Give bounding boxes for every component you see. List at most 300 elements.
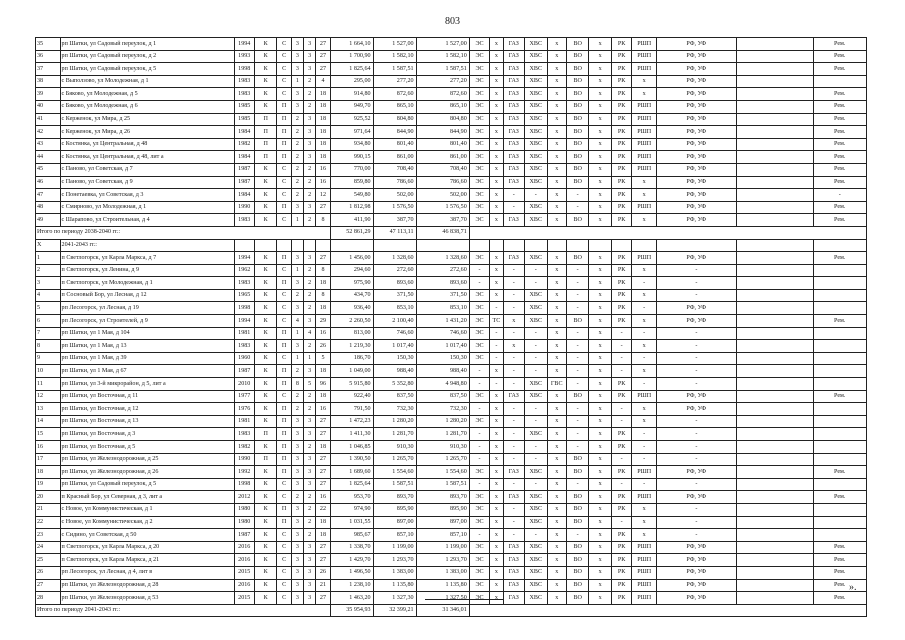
table-cell: П — [277, 378, 291, 391]
table-cell: 1 327,50 — [416, 592, 469, 605]
table-cell — [813, 441, 867, 454]
table-cell: х — [490, 365, 503, 378]
address-cell: рп Шатки, ул Железнодорожная, д 26 — [60, 466, 234, 479]
table-cell: х — [589, 264, 612, 277]
table-cell: 1 527,00 — [373, 38, 416, 51]
table-cell: 10 — [36, 365, 61, 378]
table-cell: РФ, УФ — [656, 390, 736, 403]
table-cell: х — [589, 88, 612, 101]
table-cell: ГАЗ — [503, 390, 524, 403]
table-cell: Рем. — [813, 163, 867, 176]
table-cell: 1987 — [234, 365, 254, 378]
table-cell: П — [254, 428, 277, 441]
table-cell: ГАЗ — [503, 566, 524, 579]
table-cell: 21 — [316, 579, 330, 592]
table-cell — [291, 239, 303, 252]
table-cell: 3 — [304, 201, 316, 214]
table-cell: х — [589, 302, 612, 315]
table-cell: 3 — [291, 516, 303, 529]
table-cell: ВО — [566, 88, 589, 101]
table-cell — [736, 38, 813, 51]
table-cell — [813, 264, 867, 277]
table-row — [36, 201, 867, 214]
table-cell: К — [254, 491, 277, 504]
table-cell: 786,60 — [416, 176, 469, 189]
table-cell: 893,60 — [416, 277, 469, 290]
table-cell: х — [547, 491, 566, 504]
table-cell: ВО — [566, 38, 589, 51]
table-cell: х — [547, 252, 566, 265]
table-cell: 4 — [316, 75, 330, 88]
table-cell: 3 — [291, 38, 303, 51]
section-row — [36, 239, 867, 252]
table-cell: С — [277, 264, 291, 277]
table-cell: - — [632, 428, 657, 441]
table-cell: - — [469, 428, 489, 441]
table-cell: К — [254, 378, 277, 391]
table-cell: 1 463,20 — [330, 592, 373, 605]
table-cell: 1984 — [234, 151, 254, 164]
table-cell: ХВС — [525, 289, 548, 302]
table-cell: 1 280,20 — [416, 415, 469, 428]
table-cell: Рем. — [813, 466, 867, 479]
table-cell: 837,50 — [416, 390, 469, 403]
table-cell: РШП — [632, 113, 657, 126]
table-cell: С — [277, 176, 291, 189]
table-cell — [277, 239, 291, 252]
table-cell: ГАЗ — [503, 176, 524, 189]
table-cell: РШП — [632, 554, 657, 567]
subtotal-empty — [469, 604, 866, 617]
table-cell: РФ, УФ — [656, 403, 736, 416]
table-cell: 1982 — [234, 138, 254, 151]
table-cell: ХВС — [525, 428, 548, 441]
table-cell: РК — [611, 138, 631, 151]
table-cell: 18 — [316, 277, 330, 290]
table-cell: П — [277, 100, 291, 113]
table-cell: х — [547, 415, 566, 428]
table-cell: х — [490, 50, 503, 63]
table-cell: 1 472,23 — [330, 415, 373, 428]
table-cell: С — [277, 579, 291, 592]
table-cell: 872,60 — [373, 88, 416, 101]
table-cell: х — [589, 579, 612, 592]
table-cell — [736, 592, 813, 605]
table-cell: 16 — [316, 491, 330, 504]
table-cell: Рем. — [813, 113, 867, 126]
table-cell — [736, 415, 813, 428]
table-cell: ХВС — [525, 38, 548, 51]
table-cell: - — [566, 378, 589, 391]
table-cell: 1 238,10 — [330, 579, 373, 592]
table-cell: С — [277, 38, 291, 51]
table-cell: ВО — [566, 151, 589, 164]
table-cell: 3 — [291, 100, 303, 113]
table-cell — [813, 478, 867, 491]
table-cell — [813, 352, 867, 365]
table-cell: 19 — [36, 478, 61, 491]
table-cell: х — [490, 441, 503, 454]
table-cell: 1990 — [234, 201, 254, 214]
table-cell: РФ, УФ — [656, 63, 736, 76]
table-cell: х — [547, 566, 566, 579]
table-cell: 371,50 — [373, 289, 416, 302]
table-cell — [736, 189, 813, 202]
table-cell: ЭС — [469, 327, 489, 340]
table-cell: - — [566, 289, 589, 302]
table-cell: 3 — [304, 365, 316, 378]
table-cell: - — [566, 264, 589, 277]
table-cell: х — [490, 428, 503, 441]
table-cell: С — [277, 478, 291, 491]
table-cell: 1 017,40 — [416, 340, 469, 353]
table-cell: ВО — [566, 63, 589, 76]
table-cell: 1994 — [234, 315, 254, 328]
table-cell: 2016 — [234, 541, 254, 554]
table-cell: 2 — [304, 189, 316, 202]
table-cell: 3 — [304, 50, 316, 63]
table-cell: ХВС — [525, 126, 548, 139]
table-cell: - — [656, 529, 736, 542]
table-cell: 35 — [36, 38, 61, 51]
address-cell: рп Шатки, ул Садовый переулок, д 5 — [60, 478, 234, 491]
table-cell: х — [547, 163, 566, 176]
table-cell: - — [656, 453, 736, 466]
address-cell: рп Шатки, ул 3-й микрорайон, д 5, лит а — [60, 378, 234, 391]
table-cell: П — [277, 327, 291, 340]
table-cell: - — [656, 277, 736, 290]
table-cell: 1 587,51 — [373, 478, 416, 491]
table-cell: 295,00 — [330, 75, 373, 88]
table-cell: 861,00 — [416, 151, 469, 164]
table-cell: ЭС — [469, 541, 489, 554]
table-cell: 1 017,40 — [373, 340, 416, 353]
table-cell: 41 — [36, 113, 61, 126]
table-cell: С — [277, 289, 291, 302]
table-cell — [736, 252, 813, 265]
table-cell: ТС — [490, 315, 503, 328]
table-cell: 914,80 — [330, 88, 373, 101]
table-cell: 4 — [291, 315, 303, 328]
table-cell: 1992 — [234, 466, 254, 479]
table-cell: ЭС — [469, 38, 489, 51]
table-cell: 3 — [304, 541, 316, 554]
table-cell: - — [656, 264, 736, 277]
table-cell: 46 — [36, 176, 61, 189]
table-cell: х — [547, 151, 566, 164]
table-cell: 5 — [304, 378, 316, 391]
table-cell: Рем. — [813, 201, 867, 214]
table-cell: ЭС — [469, 126, 489, 139]
table-cell: П — [254, 113, 277, 126]
table-cell: 18 — [316, 516, 330, 529]
table-cell: РК — [611, 63, 631, 76]
table-cell: - — [566, 365, 589, 378]
table-cell: - — [656, 378, 736, 391]
table-cell: х — [547, 38, 566, 51]
table-cell: 974,90 — [330, 503, 373, 516]
table-cell: ХВС — [525, 315, 548, 328]
table-row — [36, 138, 867, 151]
table-cell: х — [589, 252, 612, 265]
table-cell — [736, 214, 813, 227]
subtotal-value: 52 861,29 — [330, 226, 373, 239]
table-cell: П — [277, 138, 291, 151]
table-cell: РК — [611, 88, 631, 101]
table-cell: 5 — [316, 352, 330, 365]
table-cell: - — [490, 302, 503, 315]
table-cell: 2 — [291, 151, 303, 164]
table-cell: - — [656, 327, 736, 340]
table-cell: 2 — [304, 176, 316, 189]
table-cell: 3 — [304, 138, 316, 151]
table-cell: РШП — [632, 466, 657, 479]
table-cell: 1 383,00 — [416, 566, 469, 579]
address-cell: с Бяково, ул Молодежная, д 6 — [60, 100, 234, 113]
table-cell — [611, 239, 631, 252]
table-cell: х — [547, 579, 566, 592]
subtotal-row — [36, 604, 867, 617]
table-cell: ВО — [566, 214, 589, 227]
table-row — [36, 415, 867, 428]
table-cell: 934,80 — [330, 138, 373, 151]
table-cell: 1 219,30 — [330, 340, 373, 353]
table-cell: 45 — [36, 163, 61, 176]
table-cell: РФ, УФ — [656, 189, 736, 202]
table-cell: х — [547, 75, 566, 88]
table-cell: 922,40 — [330, 390, 373, 403]
table-cell: х — [490, 466, 503, 479]
table-cell: 44 — [36, 151, 61, 164]
table-cell: РК — [611, 126, 631, 139]
table-cell: - — [503, 428, 524, 441]
table-cell: 2 — [291, 365, 303, 378]
table-cell — [736, 315, 813, 328]
subtotal-label: Итого по периоду 2041-2043 гг.: — [36, 604, 331, 617]
table-cell: х — [490, 579, 503, 592]
table-cell: - — [656, 503, 736, 516]
table-cell: 910,30 — [373, 441, 416, 454]
table-row — [36, 289, 867, 302]
table-cell: х — [490, 113, 503, 126]
table-cell: РШП — [632, 38, 657, 51]
table-cell: ЭС — [469, 415, 489, 428]
table-cell: 2 — [304, 441, 316, 454]
table-cell: 893,70 — [416, 491, 469, 504]
table-cell: 502,00 — [373, 189, 416, 202]
table-cell: 22 — [316, 503, 330, 516]
table-cell — [736, 554, 813, 567]
table-cell: 27 — [316, 541, 330, 554]
table-cell: х — [547, 441, 566, 454]
table-cell: 2 — [304, 491, 316, 504]
table-cell: ВО — [566, 315, 589, 328]
table-cell: - — [566, 302, 589, 315]
table-cell — [566, 239, 589, 252]
table-cell: РФ, УФ — [656, 579, 736, 592]
address-cell: рп Шатки, ул Садовый переулок, д 2 — [60, 50, 234, 63]
table-cell: РШП — [632, 63, 657, 76]
table-cell: - — [566, 403, 589, 416]
table-cell: ВО — [566, 50, 589, 63]
table-cell: РФ, УФ — [656, 214, 736, 227]
table-cell: 371,50 — [416, 289, 469, 302]
table-cell: 40 — [36, 100, 61, 113]
table-cell: 4 — [36, 289, 61, 302]
table-cell: ВО — [566, 100, 589, 113]
table-cell: РК — [611, 189, 631, 202]
table-cell: - — [611, 453, 631, 466]
table-cell: С — [277, 529, 291, 542]
table-cell: - — [566, 441, 589, 454]
table-cell: ХВС — [525, 63, 548, 76]
table-cell: х — [632, 315, 657, 328]
table-cell: 804,80 — [416, 113, 469, 126]
table-cell: - — [611, 415, 631, 428]
table-cell: х — [547, 478, 566, 491]
table-cell: 1 664,10 — [330, 38, 373, 51]
table-cell: РФ, УФ — [656, 566, 736, 579]
table-cell: х — [490, 529, 503, 542]
table-cell: РФ, УФ — [656, 38, 736, 51]
table-cell — [736, 516, 813, 529]
table-cell: - — [632, 277, 657, 290]
table-cell: 2 — [304, 100, 316, 113]
address-cell: с Сидино, ул Советская, д 50 — [60, 529, 234, 542]
table-cell — [736, 466, 813, 479]
table-cell: 1 135,80 — [416, 579, 469, 592]
table-cell: х — [503, 315, 524, 328]
table-row — [36, 579, 867, 592]
table-cell: П — [254, 138, 277, 151]
table-cell: 895,90 — [373, 503, 416, 516]
table-cell: ЭС — [469, 252, 489, 265]
table-cell: ЭС — [469, 592, 489, 605]
table-cell — [736, 441, 813, 454]
address-cell: с Керженок, ул Мира, д 25 — [60, 113, 234, 126]
table-cell: Рем. — [813, 554, 867, 567]
table-cell: 3 — [36, 277, 61, 290]
table-row — [36, 566, 867, 579]
table-cell: РК — [611, 390, 631, 403]
table-cell — [736, 579, 813, 592]
table-cell: 37 — [36, 63, 61, 76]
subtotal-empty — [469, 226, 866, 239]
table-cell: х — [490, 138, 503, 151]
table-cell: ЭС — [469, 302, 489, 315]
table-cell: 14 — [36, 415, 61, 428]
table-cell: 3 — [304, 466, 316, 479]
address-cell: с Новое, ул Коммунистическая, д 1 — [60, 503, 234, 516]
table-cell — [589, 239, 612, 252]
table-cell: 27 — [316, 428, 330, 441]
table-cell: - — [503, 441, 524, 454]
table-cell: К — [254, 100, 277, 113]
address-cell: п Светлогорск, ул Карла Маркса, д 7 — [60, 252, 234, 265]
table-cell: 16 — [316, 176, 330, 189]
table-cell: РФ, УФ — [656, 554, 736, 567]
table-cell: 277,20 — [373, 75, 416, 88]
table-cell: РК — [611, 466, 631, 479]
table-cell: 3 — [291, 541, 303, 554]
table-cell: ЭС — [469, 340, 489, 353]
table-cell: РК — [611, 201, 631, 214]
table-cell — [736, 50, 813, 63]
table-cell: ХВС — [525, 592, 548, 605]
table-cell: К — [254, 189, 277, 202]
table-cell: х — [589, 415, 612, 428]
table-cell: 1 554,60 — [373, 466, 416, 479]
table-cell: 1 293,70 — [373, 554, 416, 567]
table-cell: 5 — [36, 302, 61, 315]
table-cell: 26 — [316, 340, 330, 353]
table-cell: 1 — [291, 75, 303, 88]
table-cell: РФ, УФ — [656, 592, 736, 605]
housing-table-grid — [35, 37, 867, 617]
table-cell: ГАЗ — [503, 214, 524, 227]
table-cell: РК — [611, 75, 631, 88]
table-cell: - — [632, 453, 657, 466]
table-cell: х — [589, 390, 612, 403]
table-cell: 1980 — [234, 503, 254, 516]
table-cell: С — [277, 352, 291, 365]
table-cell: 2 — [291, 113, 303, 126]
table-cell: х — [490, 163, 503, 176]
table-cell: РФ, УФ — [656, 315, 736, 328]
table-cell: х — [589, 352, 612, 365]
table-cell: х — [547, 340, 566, 353]
table-cell: 2 — [304, 503, 316, 516]
table-cell: - — [566, 327, 589, 340]
table-cell: 3 — [291, 201, 303, 214]
table-cell: 988,40 — [416, 365, 469, 378]
table-cell: 47 — [36, 189, 61, 202]
table-cell: С — [277, 75, 291, 88]
table-cell: 1 — [36, 252, 61, 265]
address-cell: рп Шатки, ул 1 Мая, д 13 — [60, 340, 234, 353]
table-cell: х — [589, 201, 612, 214]
table-cell: х — [547, 327, 566, 340]
table-cell: х — [632, 264, 657, 277]
table-cell: 3 — [304, 252, 316, 265]
table-cell: - — [503, 503, 524, 516]
table-cell: 910,30 — [416, 441, 469, 454]
table-cell: РФ, УФ — [656, 302, 736, 315]
table-cell: ЭС — [469, 289, 489, 302]
table-cell — [813, 277, 867, 290]
table-cell: - — [503, 189, 524, 202]
table-cell: 1984 — [234, 189, 254, 202]
table-cell: РШП — [632, 592, 657, 605]
table-cell: ХВС — [525, 554, 548, 567]
table-cell: ЭС — [469, 503, 489, 516]
table-cell: х — [632, 214, 657, 227]
table-cell: - — [813, 189, 867, 202]
table-cell: 2015 — [234, 566, 254, 579]
table-cell: Рем. — [813, 579, 867, 592]
table-cell: х — [490, 151, 503, 164]
table-cell: ГАЗ — [503, 100, 524, 113]
table-cell: 16 — [36, 441, 61, 454]
table-cell — [254, 239, 277, 252]
table-cell: 3 — [304, 63, 316, 76]
table-cell: 3 — [291, 340, 303, 353]
table-cell: х — [589, 566, 612, 579]
table-cell: 3 — [304, 315, 316, 328]
table-cell — [736, 264, 813, 277]
table-cell: - — [611, 327, 631, 340]
table-cell: 1 281,70 — [373, 428, 416, 441]
